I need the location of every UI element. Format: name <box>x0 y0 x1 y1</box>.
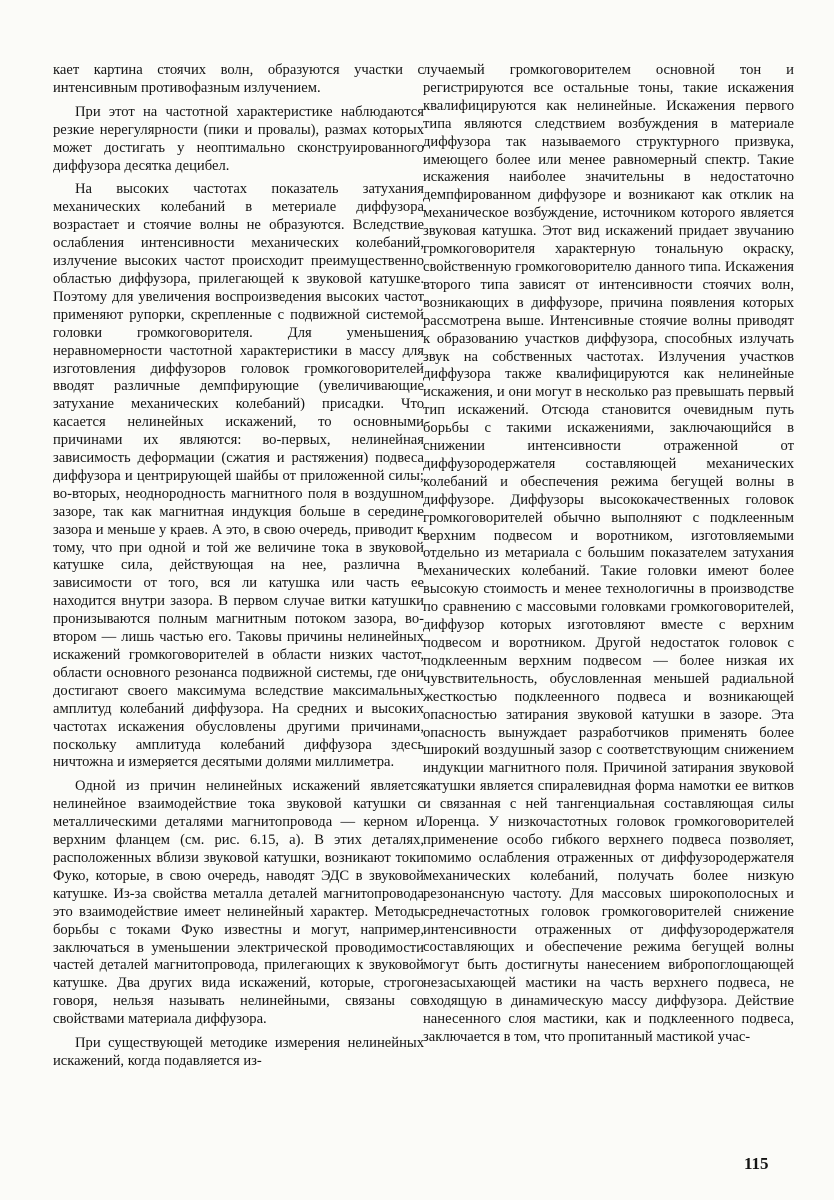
paragraph: При этот на частотной характеристике наблюдаются резкие нерегулярности (пики и провалы), размах которых может достигать у неоптимально сконструированного диффузора десятка децибел. <box>53 103 424 174</box>
paragraph: При существующей методике измерения нелинейных искажений, когда подавляется из- <box>53 1035 424 1069</box>
paragraph: Одной из причин нелинейных искажений является нелинейное взаимодействие тока звуковой катушки с металлическими деталями магнитопровода — керном и верхним фланцем (см. рис. 6.15, а). В этих деталях, расположенных вблизи звуковой катушки, возникают токи Фуко, которые, в свою очередь, наводят ЭДС в звуковой катушке. Из-за свойства металла деталей магнитопровода это взаимодействие имеет нелинейный характер. Методы борьбы с токами Фуко известны и могут, например, заключаться в уменьшении электрической проводимости частей деталей магнитопровода, прилегающих к звуковой катушке. Два других вида искажений, которые, строго говоря, нельзя называть нелинейными, связаны со свойствами материала диффузора. <box>53 778 424 1028</box>
paragraph: кает картина стоячих волн, образуются участки с интенсивным противофазным излучением. <box>53 62 424 96</box>
left-column <box>53 62 424 1077</box>
right-column <box>423 62 794 1053</box>
paragraph: На высоких частотах показатель затухания механических колебаний в метериале диффузора возрастает и стоячие волны не образуются. Вследствие ослабления интенсивности механических колебаний, излучение высоких частот происходит преимущественно областью диффузора, прилегающей к звуковой катушке. Поэтому для увеличения воспроизведения высоких частот применяют рупорки, скрепленные с подвижной системой головки громкоговорителя. Для уменьшения неравномерности частотной характеристики в массу для изготовления диффузоров головок громкоговорителей вводят различные демпфирующие (увеличивающие затухание механических колебаний) присадки. Что касается нелинейных искажений, то основными причинами их являются: во-первых, нелинейная зависимость деформации (сжатия и растяжения) подвеса диффузора и центрирующей шайбы от приложенной силы; во-вторых, неоднородность магнитного поля в воздушном зазоре, так как магнитная индукция больше в середине зазора и меньше у краев. А это, в свою очередь, приводит к тому, что при одной и той же величине тока в звуковой катушке сила, действующая на нее, различна в зависимости от того, вся ли катушка или часть ее находится внутри зазора. В первом случае витки катушки пронизываются полным магнитным потоком зазора, во-втором — лишь частью его. Таковы причины нелинейных искажений громкоговорителей в области низких частот, области основного резонанса подвижной системы, где они достигают своего максимума вследствие максимальных амплитуд колебаний диффузора. На средних и высоких частотах искажения обусловлены другими причинами, поскольку амплитуда колебаний диффузора здесь ничтожна и измеряется десятыми долями миллиметра. <box>53 181 424 771</box>
page-number: 115 <box>744 1154 769 1173</box>
paragraph: лучаемый громкоговорителем основной тон и регистрируются все остальные тоны, такие искажения квалифицируются как нелинейные. Искажения первого типа являются следствием возбуждения в материале диффузора так называемого структурного призвука, имеющего более или менее равномерный спектр. Такие искажения наиболее значительны в недостаточно демпфированном диффузоре и возникают как отклик на механическое возбуждение, источником которого является звуковая катушка. Этот вид искажений придает звучанию громкоговорителя характерную тональную окраску, свойственную громкоговорителю данного типа. Искажения второго типа зависят от интенсивности стоячих волн, возникающих в диффузоре, причина появления которых рассмотрена выше. Интенсивные стоячие волны приводят к образованию участков диффузора, способных излучать звук на собственных частотах. Излучения участков диффузора также квалифицируются как нелинейные искажения, и они могут в несколько раз превышать первый тип искажений. Отсюда становится очевидным путь борьбы с такими искажениями, заключающийся в снижении интенсивности отраженной от диффузородержателя составляющей механических колебаний и обеспечения режима бегущей волны в диффузоре. Диффузоры высококачественных головок громкоговорителей обычно выполняют с подклеенным верхним подвесом и воротником, изготовляемыми отдельно из метариала с большим показателем затухания механических колебаний. Такие головки имеют более высокую стоимость и менее технологичны в производстве по сравнению с массовыми головками громкоговорителей, диффузор которых изготовляют вместе с верхним подвесом и воротником. Другой недостаток головок с подклеенным верхним подвесом — более низкая их чувствительность, обусловленная меньшей радиальной жесткостью подклеенного подвеса и возникающей опасностью затирания звуковой катушки в зазоре. Эта опасность вынуждает разработчиков применять более широкий воздушный зазор с соответствующим снижением индукции магнитного поля. Причиной затирания звуковой катушки является спиралевидная форма намотки ее витков и связанная с ней тангенциальная составляющая силы Лоренца. У низкочастотных головок громкоговорителей применение особо гибкого верхнего подвеса позволяет, помимо ослабления отраженных от диффузородержателя механических колебаний, получать более низкую резонансную частоту. Для массовых широкополосных и среднечастотных головок громкоговорителей снижение интенсивности отраженных от диффузородержателя составляющих и обеспечение режима бегущей волны могут быть достигнуты нанесением вибропоглощающей незасыхающей мастики на часть верхнего подвеса, не входящую в динамическую массу диффузора. Действие нанесенного слоя мастики, как и подклеенного подвеса, заключается в том, что пропитанный мастикой учас- <box>423 62 794 1045</box>
